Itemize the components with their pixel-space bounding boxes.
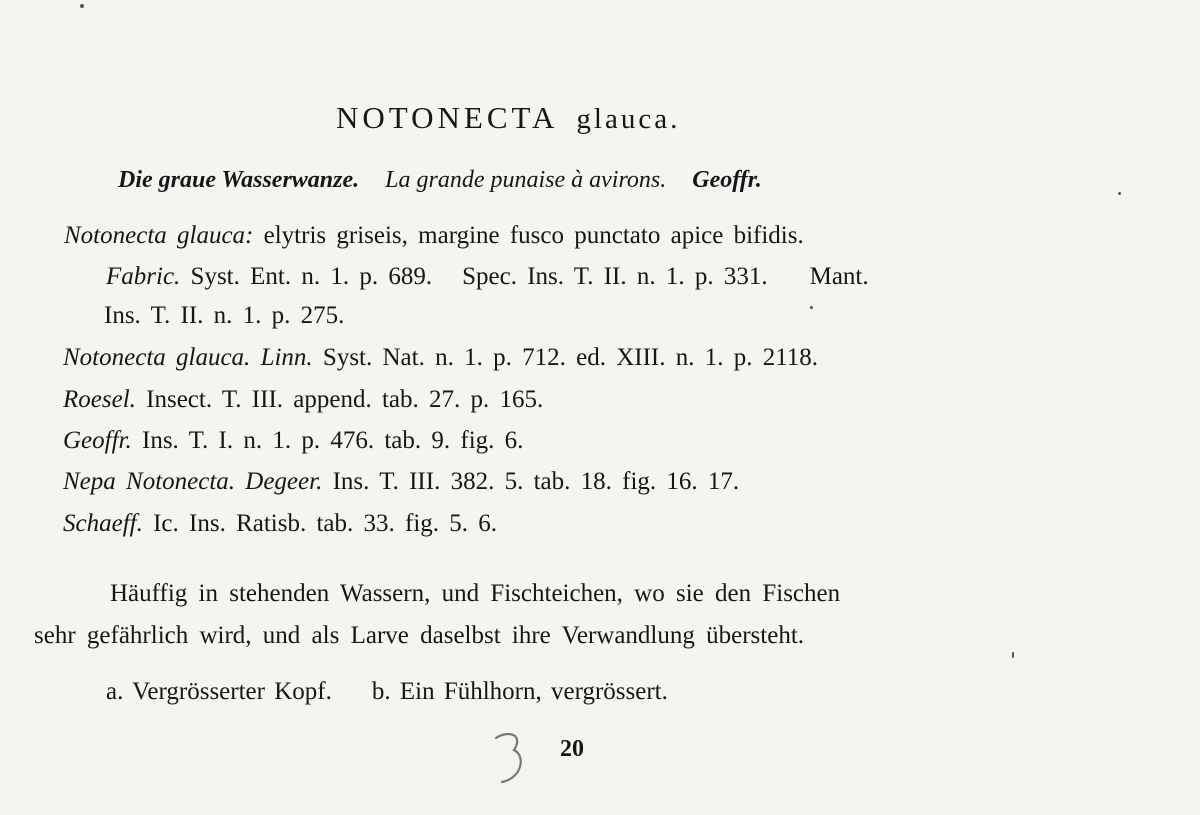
common-name-author: Geoffr.	[692, 167, 762, 193]
caption-a: a. Vergrösserter Kopf.	[106, 678, 332, 705]
synonymy-line-5	[63, 386, 543, 414]
handwritten-mark	[490, 728, 530, 788]
page-number: 20	[560, 736, 584, 762]
figure-captions	[106, 678, 668, 706]
reference-author: Geoffr.	[63, 427, 132, 454]
synonymy-line-8	[63, 510, 497, 538]
taxon-name: Notonecta glauca:	[64, 222, 254, 249]
reference-text: Syst. Nat. n. 1. p. 712. ed. XIII. n. 1. p. 2118.	[322, 344, 819, 371]
french-name: La grande punaise à avirons.	[385, 167, 667, 193]
paper-speck	[80, 4, 84, 8]
paper-speck	[810, 306, 813, 309]
reference-text: Insect. T. III. append. tab. 27. p. 165.	[146, 386, 544, 413]
description-line-2: sehr gefährlich wird, und als Larve daselbst ihre Verwandlung übersteht.	[34, 622, 805, 649]
reference-author: Degeer.	[245, 468, 323, 495]
paper-speck	[1118, 192, 1121, 195]
synonymy-line-6	[63, 427, 523, 455]
synonymy-line-4	[63, 344, 818, 372]
description-line-1: Häuffig in stehenden Wassern, und Fischteichen, wo sie den Fischen	[110, 580, 841, 607]
common-names	[118, 167, 788, 194]
paper-speck	[1012, 652, 1014, 658]
taxon-name: Nepa Notonecta.	[63, 468, 236, 495]
taxon-name: Notonecta glauca.	[63, 344, 251, 371]
reference-text: Syst. Ent. n. 1. p. 689.	[190, 263, 433, 290]
reference-author: Schaeff.	[63, 510, 143, 537]
reference-text: Mant.	[809, 263, 869, 290]
caption-b: b. Ein Fühlhorn, vergrössert.	[371, 678, 668, 705]
synonymy-line-7	[63, 468, 739, 496]
diagnosis-text: elytris griseis, margine fusco punctato apice bifidis.	[263, 222, 804, 249]
reference-author: Fabric.	[106, 263, 181, 290]
reference-author: Roesel.	[63, 386, 136, 413]
title-genus: NOTONECTA	[336, 100, 559, 135]
german-name: Die graue Wasserwanze.	[118, 167, 360, 193]
reference-text: Ins. T. III. 382. 5. tab. 18. fig. 16. 17.	[332, 468, 740, 495]
synonymy-line-3	[104, 302, 344, 330]
reference-text: Spec. Ins. T. II. n. 1. p. 331.	[462, 263, 768, 290]
synonymy-line-1	[64, 222, 804, 250]
title-species: glauca.	[576, 103, 681, 135]
reference-text: Ins. T. II. n. 1. p. 275.	[104, 302, 345, 329]
reference-text: Ic. Ins. Ratisb. tab. 33. fig. 5. 6.	[153, 510, 498, 537]
page-title	[336, 100, 680, 136]
reference-author: Linn.	[260, 344, 313, 371]
reference-text: Ins. T. I. n. 1. p. 476. tab. 9. fig. 6.	[142, 427, 524, 454]
synonymy-line-2	[106, 263, 869, 291]
